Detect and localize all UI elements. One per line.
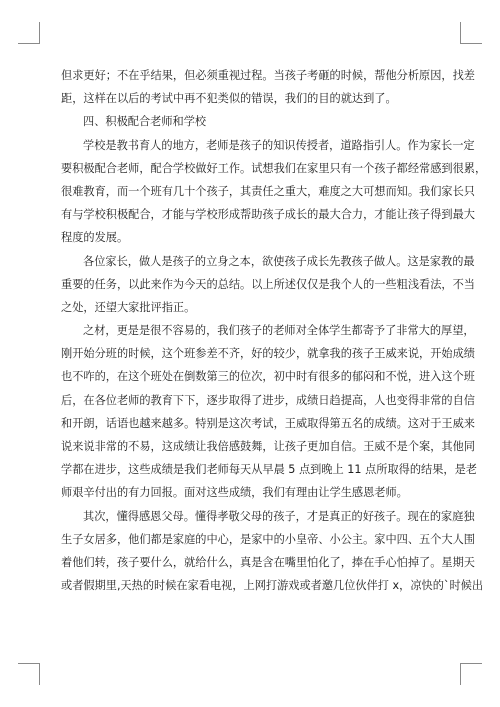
text-line: 生子女居多，他们都是家庭的中心，是家中的小皇帝、小公主。家中四、五个大人围 [61,532,475,546]
crop-mark-top-right-h [461,43,482,44]
text-line: 之处，还望大家批评指正。 [61,300,196,314]
text-line: 学校是教书育人的地方，老师是孩子的知识传授者，道路指引人。作为家长一定 [83,138,475,152]
crop-mark-top-left-v [39,22,40,44]
paragraph [61,505,484,598]
text-line: 之材，更是是很不容易的，我们孩子的老师对全体学生都寄予了非常大的厚望， [83,324,475,338]
text-line: 四、积极配合老师和学校 [83,115,207,129]
paragraph [61,250,475,320]
paragraph [61,64,475,110]
text-line: 刚开始分班的时候，这个班参差不齐，好的较少，就拿我的孩子王威来说，开始成绩 [61,347,475,361]
text-line: 其次，懂得感恩父母。懂得孝敬父母的孩子，才是真正的好孩子。现在的家庭独 [83,509,475,523]
text-line: 学都在进步，这些成绩是我们老师每天从早晨 5 点到晚上 11 点所取得的结果，是老 [61,463,477,477]
text-line: 说来说非常的不易，这成绩让我倍感鼓舞，让孩子更加自信。王威不是个案，其他同 [61,440,475,453]
text-line: 和开朗，话语也越来越多。特别是这次考试，王威取得第五名的成绩。这对于王威来 [61,416,475,430]
text-line: 也不咋的，在这个班处在倒数第三的位次，初中时有很多的郁闷和不悦，进入这个班 [61,370,475,384]
text-line: 有与学校积极配合，才能与学校形成帮助孩子成长的最大合力，才能让孩子得到最大 [61,208,475,222]
text-line: 程度的发展。 [61,231,129,245]
text-line: 但求更好；不在乎结果，但必须重视过程。当孩子考砸的时候，帮他分析原因，找差 [61,69,475,82]
paragraph [61,134,487,250]
text-line: 师艰辛付出的有力回报。面对这些成绩，我们有理由让学生感恩老师。 [61,486,408,500]
text-line: 很难教育，而一个班有几十个孩子，其责任之重大，难度之大可想而知。我们家长只 [61,184,475,198]
text-line: 着他们转，孩子要什么，就给什么，真是含在嘴里怕化了，捧在手心怕掉了。星期天 [61,555,475,569]
crop-mark-bottom-left-h [18,663,39,664]
crop-mark-bottom-right-h [461,663,482,664]
crop-mark-top-left-h [18,43,39,44]
text-line: 要积极配合老师，配合学校做好工作。试想我们在家里只有一个孩子都经常感到很累， [61,161,487,175]
paragraph [61,319,477,505]
text-line: 各位家长，做人是孩子的立身之本，欲使孩子成长先教孩子做人。这是家教的最 [83,254,475,268]
text-line: 距，这样在以后的考试中再不犯类似的错误，我们的目的就达到了。 [61,92,397,106]
crop-mark-top-right-v [460,22,461,44]
text-line: 重要的任务，以此来作为今天的总结。以上所述仅仅是我个人的一些粗浅看法，不当 [61,277,475,291]
document-body [61,64,487,597]
crop-mark-bottom-left-v [39,663,40,685]
crop-mark-bottom-right-v [460,663,461,685]
text-line: 或者假期里,天热的时候在家看电视，上网打游戏或者邀几位伙伴打 x，凉快的`时候出 [61,579,484,593]
paragraph [61,110,442,133]
text-line: 后，在各位老师的教育下下，逐步取得了进步，成绩日趋提高，人也变得非常的自信 [61,393,475,407]
